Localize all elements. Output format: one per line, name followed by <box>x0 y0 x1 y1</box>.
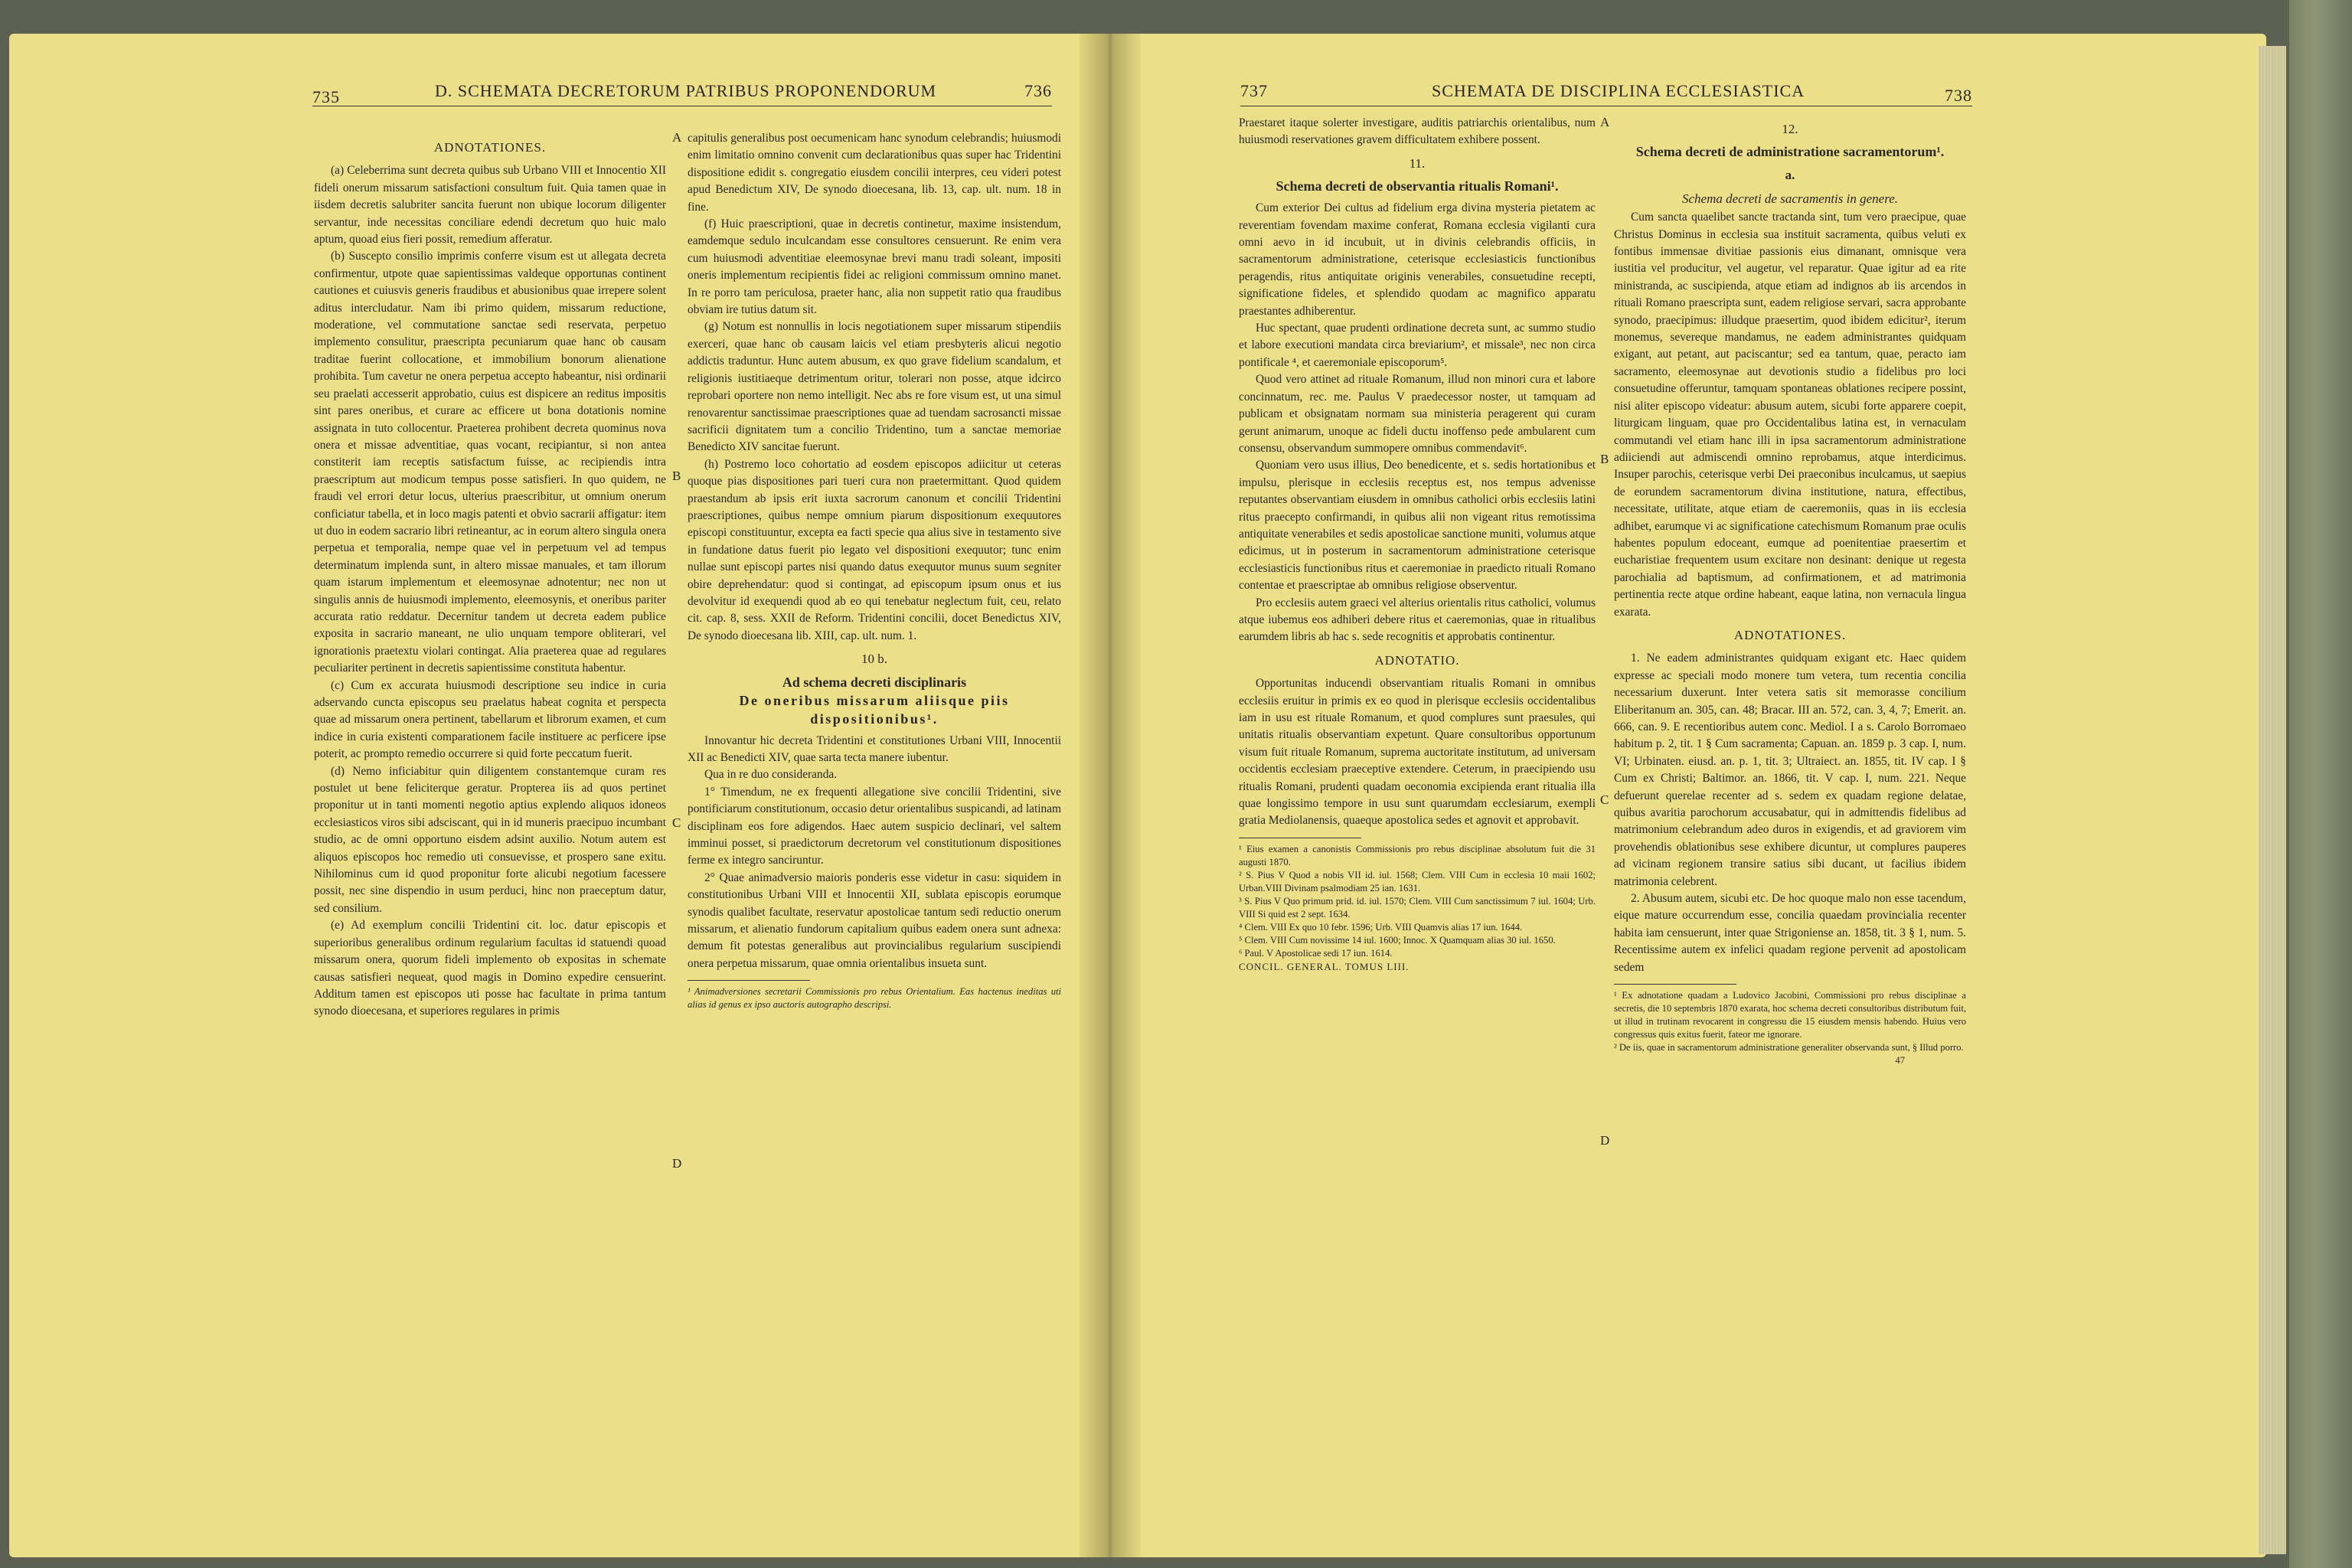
footnote: ² S. Pius V Quod a nobis VII id. iul. 1568; Clem. VIII Cum in ecclesia 10 maii 1602; Urban.VIII Divinam psalmodiam 25 ian. 1631. <box>1239 869 1596 893</box>
margin-letter: B <box>672 469 681 483</box>
margin-letter: C <box>1600 792 1609 807</box>
paragraph: capitulis generalibus post oecumenicam hanc synodum celebrandis; huiusmodi enim limitatio omnino convenit cum declarationibus quas super hac Tridentini dispositione edidit s. congregatio eiusdem concilii interpres, ceu videri potest apud Benedictum XIV, De synodo dioecesana, lib. 13, cap. ult. num. 18 in fine. <box>688 132 1061 214</box>
footnote: ¹ Eius examen a canonistis Commissionis pro rebus disciplinae absolutum fuit die 31 augusti 1870. <box>1239 843 1596 867</box>
paragraph: Huc spectant, quae prudenti ordinatione decreta sunt, ac summo studio et labore executioni mandata circa breviarium², et missale³, nec non circa pontificale ⁴, et caeremoniale episcoporum⁵. <box>1239 322 1596 369</box>
footnote: ³ S. Pius V Quo primum prid. id. iul. 1570; Clem. VIII Cum sanctissimum 7 iul. 1604; Urb. VIII Si quid est 2 sept. 1634. <box>1239 895 1596 920</box>
paragraph: 2° Quae animadversio maioris ponderis esse videtur in casu: siquidem in constitutionibus Urbani VIII et Innocentii XII, sublata episcopis eorumque synodis qualibet facultate, reservatur apostolicae tantum sedi reductio onerum missarum, et alienatio fundorum capitalium quibus eadem onera sunt adnexa: demum fit potestas generalibus aut provincialibus regularium suscipiendi onera perpetua missarum, quae omnia orientalibus insueta sunt. <box>688 871 1061 970</box>
section-title: Schema decreti de administratione sacramentorum¹. <box>1635 144 1945 160</box>
paragraph: (f) Huic praescriptioni, quae in decretis continetur, maxime insistendum, eamdemque sedulo inculcandam esse consultores censuerunt. Re enim vera cum huiusmodi adventitiae eleemosynae brevi manu tradi soleant, impositi oneris implementum recipientis fidei ac religioni commissum omnino manet. In re porro tam periculosa, praeter hanc, alia non suppetit ratio qua fraudibus obviam ire tutius datum sit. <box>688 217 1061 317</box>
left-column-1 <box>314 133 666 1021</box>
book-cover-board <box>2289 0 2352 1568</box>
footnote: ⁶ Paul. V Apostolicae sedi 17 iun. 1614. <box>1239 947 1393 959</box>
margin-letter: D <box>1600 1133 1610 1148</box>
section-number: 11. <box>1409 155 1426 171</box>
paragraph: (c) Cum ex accurata huiusmodi descriptione seu indice in curia adservando cuncta episcopus seu praelatus habeat cognita et perspecta quae ad missarum onera pertinent, tabellarum et librorum examen, et cum indice in curia existenti comparationem facile instituere ac perficere ipse poterit, ac prompto remedio occurrere si quid forte peccatum fuerit. <box>314 678 666 761</box>
right-column-1 <box>1239 115 1596 973</box>
paragraph: (b) Suscepto consilio imprimis conferre visum est ut allegata decreta confirmentur, utpote quae sapientissimas valdeque opportunas continent cautiones et cuiusvis generis fraudibus et abusionibus quae irrepere solent aditus intercludatur. Nam ibi primo quidem, missarum reductione, moderatione, vel commutatione sanctae sedi reservata, perpetuo implemento consulitur, praescripta pecuniarum quae hanc ob causam traditae fuerint collocatione, et immobilium bonorum alienatione prohibita. Tum cavetur ne onera perpetua accepto habeantur, nisi ordinarii seu praelati accesserit approbatio, cuius est dispicere an reditus impositis sint pares oneribus, et curare ac efficere ut bona dotationis nomine assignata in tuto collocentur. Praeterea prohibent decreta quominus nova onera et missae adventitiae, quas vocant, recipiantur, si non antea constiterit iam receptis satisfactum fuisse, ac recipiendis intra praescriptum aut modicum tempus posse satisfieri. In quo quidem, ne fraudi vel errori detur locus, ulterius praescribitur, ut omnium onerum conficiatur tabella, et in loco magis patenti et obvio sacrarii affigatur: item ut duo in eodem sacrario libri retineantur, ac in eorum altero singula onera perpetua et temporalia, nempe quae vel in perpetuum vel ad tempus determinatum implenda sunt, in altero missae manuales, et tam illorum quam istarum implementum et eleemosynae adnotentur; nec non ut singulis annis de huiusmodi implemento, eleemosynis, et oneribus pariter accurata ratio reddatur. Decernitur tandem ut decreta eadem publice exposita in sacrario maneant, ne ulio unquam tempore obliterari, vel ignorationis praetextu violari contingat. Alia praeterea quae ad regulares peculiariter pertinent in decretis sapientissime constituta habentur. <box>314 250 666 675</box>
left-running-header <box>312 77 1052 106</box>
footnote-rule <box>1614 984 1736 985</box>
footnote: ¹ Animadversiones secretarii Commissionis pro rebus Orientalium. Eas hactenus ineditas uti alias id genus ex ipso auctoris autographo descripsi. <box>688 986 1061 1011</box>
paragraph: 1. Ne eadem administrantes quidquam exigant etc. Haec quidem expresse ac speciali modo monere tum vetera, tum recentia concilia necessarium duxerunt. Inter vetera satis sit memorasse concilium Eliberitanum an. 305, can. 48; Bracar. III an. 572, can. 3, 4, 7; Emerit. an. 666, can. 9. E recentioribus autem conc. Mediol. I a s. Carolo Borromaeo habitum p. 2, tit. 1 § Cum sacramenta; Capuan. an. 1859 p. 3 cap. I, num. VI; Urbinaten. eiusd. an. p. 1, tit. 3; Ultraiect. an. 1855, tit. IV cap. I § Cum ex Christi; Baltimor. an. 1866, tit. V cap. I, num. 221. Neque defuerunt querelae recenter ad s. sedem ex quadam regione delatae, quibus avaritia parochorum accusabatur, qui in admittendis fidelibus ad matrimonium celebrandum adeo duros in exigendis, et ad graviorem vim provehendis oblationibus sese exhibere dicuntur, ut complures pauperes ad vicinam regionem transire satius sibi ducant, ut facilius ibidem matrimonia celebrent. <box>1614 652 1966 888</box>
right-header-title: SCHEMATA DE DISCIPLINA ECCLESIASTICA <box>1432 81 1805 100</box>
section-title <box>688 673 1061 728</box>
footnote-rule <box>688 980 810 981</box>
margin-letter: A <box>1600 115 1610 129</box>
page-number-736: 736 <box>1024 81 1052 100</box>
footnote: ⁵ Clem. VIII Cum novissime 14 iul. 1600; Innoc. X Quamquam alias 30 iul. 1650. <box>1239 934 1556 946</box>
paragraph: (e) Ad exemplum concilii Tridentini cit. loc. datur episcopis et superioribus generalibus ordinum regularium facultas id statuendi quoad missarum onera, quorum fideli implemento ob expositas in schemate causas satisfieri nequeat, quod magis in Domino expedire censuerint. Additum tamen est episcopos uti posse hac facultate in prima tantum synodo dioecesana, et superiores regulares in primis <box>314 919 666 1018</box>
left-header-title: D. SCHEMATA DECRETORUM PATRIBUS PROPONENDORUM <box>435 81 937 100</box>
paragraph: (g) Notum est nonnullis in locis negotiationem super missarum stipendiis exerceri, quae hanc ob causam laicis vel etiam presbyteris alicui negotio addictis traduntur. Hunc autem abusum, ex quo grave fidelium scandalum, et religionis iustitiaeque detrimentum oritur, tolerari non posse, atque idcirco reprobari oportere non nemo intelligit. Nec abs re fore visum est, ut una simul renovarentur sanctissimae praescriptiones quae ad tuendam sacrosancti missae sacrificii dignitatem tum a concilio Tridentino, tum a sanctae memoriae Benedicto XIV sancitae fuerunt. <box>688 320 1061 454</box>
adnotationes-heading: ADNOTATIONES. <box>1733 627 1847 642</box>
paragraph: Qua in re duo consideranda. <box>704 768 838 782</box>
paragraph: Opportunitas inducendi observantiam ritualis Romani in omnibus ecclesiis eruitur in primis ex eo quod in plerisque ecclesiis occidentalibus iam in usu est rituale Romanum, et quod complures sunt praesules, qui unitatis ritualis observantiam expetunt. Quare consultoribus opportunum visum fuit rituale Romanum, suprema auctoritate institutum, ad universam occidentis ecclesiam praeceptive extendere. Ceterum, in praecipiendo usu ritualis Romani, prudenti quadam oeconomia excipienda erant ritualia illa quae longissimo tempore in usu sunt quarumdam ecclesiarum, exempli gratia Mediolanensis, quaeque apostolica sedes et agnovit et approbavit. <box>1239 677 1596 828</box>
folio-number: 47 <box>1895 1055 1905 1067</box>
paragraph: 1° Timendum, ne ex frequenti allegatione sive concilii Tridentini, sive pontificiarum constitutionum, occasio detur orientalibus suspicandi, ad latinam disciplinam eos fore adigendos. Haec autem suspicio declinari, vel saltem imminui posset, si praedictorum decretorum vel constitutionum dispositiones ferme ex integro sanciruntur. <box>688 785 1061 867</box>
paragraph: Praestaret itaque solerter investigare, auditis patriarchis orientalibus, num huiusmodi reservationes gravem difficultatem exhibere possent. <box>1239 116 1596 147</box>
paragraph: Cum sancta quaelibet sancte tractanda sint, tum vero praecipue, quae Christus Dominus in ecclesia sua instituit sacramenta, quibus veluti ex fontibus immensae divitiae passionis eius dimanant, omnisque vera iustitia vel producitur, vel augetur, vel reparatur. Quae igitur ad ea rite ministranda, ac suscipienda, atque etiam ad indignos ab iis arcendos in rituali Romano praescripta sunt, eadem religiose servari, sacra approbante synodo, praecipimus: illudque praesertim, quod ibidem edicitur², iterum monemus, severeque mandamus, ne eadem administrantes quidquam exigant, aut petant, aut paciscantur; sed ea tantum, quae, peracto iam sacramento, eleemosynae aut devotionis studio a fidelibus pro loci consuetudine offeruntur, tamquam spontaneas oblationes recipere possint, nisi aliter episcopo videatur: abusum autem, sicubi forte apparere coepit, liturgicam linguam, quae pro Occidentalibus latina est, in vernaculam commutandi vel etiam hanc illi in ipsa sacramentorum administratione adiiciendi aut admiscendi omnino reprobamus, atque interdicimus. Insuper parochis, ceterisque verbi Dei praeconibus inculcamus, ut saepius de eorundem sacramentorum divina institutione, natura, effectibus, necessitate, utilitate, atque etiam de caeremoniis, quas in iis ecclesia adhibet, earumque vi ac significatione catechismum Romanum prae oculis habentes populum edoceant, eumque ad poenitentiae praesertim et eucharistiae frequentem usum excitare non desinant: denique ut regesta parochialia ad baptismum, ad confirmationem, et ad matrimonia pertinentia recte atque ordine habeant, eaque latina, non vernacula lingua exarata. <box>1614 211 1966 619</box>
paragraph: Pro ecclesiis autem graeci vel alterius orientalis ritus catholici, volumus atque iubemus eos adhiberi debere ritus et caeremonias, quae in ritualibus earumdem libris ab hac s. sede recognitis et approbatis continentur. <box>1239 596 1596 644</box>
book-spine <box>1080 34 1141 1557</box>
sub-title: Schema decreti de sacramentis in genere. <box>1682 191 1898 206</box>
page-edges <box>2259 46 2286 1554</box>
section-title-line: dispositionibus¹. <box>810 710 939 727</box>
paragraph: Quoniam vero usus illius, Deo benedicente, et s. sedis hortationibus et impulsu, plerisque in ecclesiis receptus est, nos tempus advenisse reputantes observantiam eiusdem in omnibus catholici orbis ecclesiis latini ritus praecepto confirmandi, in quibus alii non vigeant ritus remotissima antiquitate venerabiles et sedis apostolicae sanctione muniti, volumus atque edicimus, ut in posterum in sacramentorum administratione ceterisque ecclesiasticis functionibus ritus et caeremoniae in praedicto rituali Romano contentae et praescriptae ab omnibus religiose observentur. <box>1239 459 1596 593</box>
section-title: Schema decreti de observantia ritualis Romani¹. <box>1276 178 1559 194</box>
paragraph: (d) Nemo inficiabitur quin diligentem constantemque curam res postulet ut bene feliciterque geratur. Propterea iis ad quos pertinet proponitur ut in tanti momenti negotio aptius explendo aliquos idoneos ecclesiasticos viros sibi adsciscant, qui in id muneris praecipuo incumbant studio, ac de omni opportuno eisdem adsint auxilio. Notum autem est aliquos episcopos hoc remedio uti consuevisse, et prospero sane exitu. Nihilominus cum id quod proponitur forte alicubi negotium facessere possit, nec sine dispendio in usum perduci, hinc non praeceptum datur, sed consilium. <box>314 764 666 915</box>
right-running-header <box>1240 77 1972 106</box>
paragraph: Cum exterior Dei cultus ad fidelium erga divina mysteria pietatem ac reverentiam fovendam maxime conferat, Romana ecclesia vigilanti cura omni aevo in id incubuit, ut in divinis celebrandis officiis, in sacramentorum administratione, ceterisque ecclesiasticis functionibus peragendis, ritus antiquitate originis venerabiles, consuetudine recepti, significatione fideles, et splendido quodam ac magnifico apparatu praestantes adhiberentur. <box>1239 201 1596 318</box>
section-number: 10 b. <box>861 652 887 667</box>
margin-letter: B <box>1600 452 1609 466</box>
signature-mark: CONCIL. GENERAL. TOMUS LIII. <box>1239 960 1410 972</box>
paragraph: Quod vero attinet ad rituale Romanum, illud non minori cura et labore concinnatum, rec. me. Paulus V praedecessor noster, ut tamquam ad publicam et obsignatam normam sua ministeria peragerent qui curam gerunt animarum, unoque ac fideli ductu inoffenso pede ambularent cum consensu, observandum summopere omnibus commendavit⁶. <box>1239 373 1596 455</box>
section-title-line: De oneribus missarum aliisque piis <box>739 692 1010 708</box>
page-number-738: 738 <box>1945 86 1972 105</box>
sub-letter: a. <box>1785 168 1795 183</box>
footnote: ² De iis, quae in sacramentorum administratione generaliter observanda sunt, § Illud porro. <box>1614 1042 1964 1054</box>
paragraph: Innovantur hic decreta Tridentini et constitutiones Urbani VIII, Innocentii XII ac Benedicti XIV, quae sarta tecta manere iubentur. <box>688 733 1061 764</box>
page-number-735: 735 <box>312 87 340 106</box>
section-number: 12. <box>1782 122 1798 136</box>
adnotationes-heading: ADNOTATIONES. <box>433 140 547 155</box>
paragraph: 2. Abusum autem, sicubi etc. De hoc quoque malo non esse tacendum, eique mature occurrendum esse, concilia quaedam provincialia recenter habita iam censuerunt, inter quae Strigoniense an. 1858, tit. 3 § 1, num. 5. Recentissime autem ex infelici quadam regione pervenit ad apostolicam sedem <box>1614 892 1966 974</box>
paragraph: (a) Celeberrima sunt decreta quibus sub Urbano VIII et Innocentio XII fideli onerum missarum satisfactioni consultum fuit. Quia tamen quae in iisdem decretis salubriter sancita fuerunt non ubique locorum diligenter servantur, inde necessitas conciliare edendi decretum quo huic malo aptum, quoad eius fieri possit, remedium afferatur. <box>314 164 666 247</box>
margin-letter: D <box>672 1156 682 1171</box>
adnotatio-heading: ADNOTATIO. <box>1374 652 1460 668</box>
footnote: ⁴ Clem. VIII Ex quo 10 febr. 1596; Urb. VIII Quamvis alias 17 iun. 1644. <box>1239 921 1523 933</box>
page-number-737: 737 <box>1240 81 1268 100</box>
left-column-2 <box>688 130 1061 1011</box>
footnote: ¹ Ex adnotatione quadam a Ludovico Jacobini, Commissioni pro rebus disciplinae a secretis, die 10 septembris 1870 exarata, hoc schema decreti consultoribus distributum fuit, ut illud in trutinam revocarent in congressu die 15 eiusdem mensis habendo. Huius vero congressus quis exitus fuerit, fateor me ignorare. <box>1614 990 1966 1040</box>
section-title-line: Ad schema decreti disciplinaris <box>782 674 967 690</box>
margin-letter: A <box>672 130 682 145</box>
right-column-2 <box>1614 115 1966 1067</box>
margin-letter: C <box>672 815 681 830</box>
paragraph: (h) Postremo loco cohortatio ad eosdem episcopos adiicitur ut ceteras quoque pias dispositiones pari tueri cura non praetermittant. Quod quidem praestandum ab ipsis erit iuxta sacrorum canonum et concilii Tridentini praescriptiones, quibus nempe omnium piarum dispositionum exequutores episcopi constituuntur, excepta ea facti specie qua alius sive in testamento sive in fundatione datus fuerit pio legato vel dispositioni exequutor; tunc enim nullae sunt episcopi partes nisi quando datus exequutor munus suum segniter obire deprehendatur: quod si contingat, ad episcopum ipsum onus et ius devolvitur id exequendi quod ab eo qui tenebatur neglectum fuit, ceu, relato cit. cap. 8, sess. XXII de Reform. Tridentini concilii, docet Benedictus XIV, De synodo dioecesana lib. XIII, cap. ult. num. 1. <box>688 457 1061 642</box>
